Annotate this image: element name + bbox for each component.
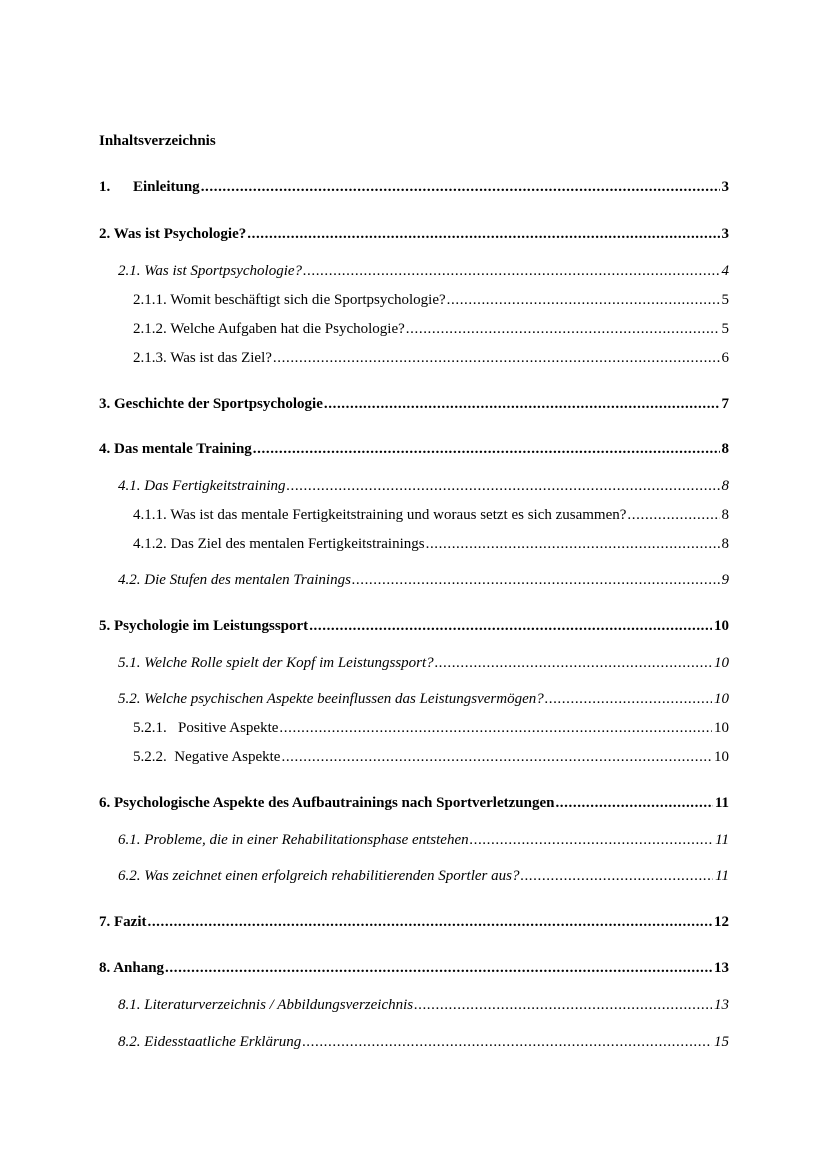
toc-entry-page: 13 — [714, 960, 729, 976]
toc-leader-dots — [435, 653, 712, 673]
toc-leader-dots — [545, 689, 712, 709]
toc-entry-page: 5 — [721, 292, 729, 308]
toc-entry-number: 4.1.2. — [133, 536, 167, 552]
toc-entry-number: 2.1.2. — [133, 321, 167, 337]
toc-entry-eidesstaatliche-erklaerung[interactable] — [118, 1032, 729, 1052]
toc-leader-dots — [309, 616, 712, 636]
toc-entry-number: 5.1. — [118, 655, 141, 671]
toc-entry-page: 11 — [715, 868, 729, 884]
toc-entry-title: Probleme, die in einer Rehabilitationsphase entstehen — [144, 832, 469, 848]
toc-entry-anhang[interactable] — [99, 958, 729, 978]
toc-entry-ziel-fertigkeitstraining[interactable] — [133, 534, 729, 554]
toc-entry-title: Welche psychischen Aspekte beeinflussen das Leistungsvermögen? — [144, 691, 544, 707]
toc-entry-fazit[interactable] — [99, 912, 729, 932]
toc-entry-number: 8. — [99, 960, 111, 976]
toc-entry-ziel[interactable] — [133, 348, 729, 368]
toc-entry-title: Fazit — [114, 914, 147, 930]
toc-leader-dots — [147, 912, 712, 932]
toc-entry-page: 10 — [714, 720, 729, 736]
toc-leader-dots — [352, 570, 720, 590]
toc-leader-dots — [247, 224, 719, 244]
toc-leader-dots — [303, 261, 719, 281]
toc-entry-number: 4.1. — [118, 478, 141, 494]
toc-entry-page: 6 — [721, 350, 729, 366]
toc-entry-page: 8 — [721, 507, 729, 523]
toc-leader-dots — [201, 177, 720, 197]
toc-entry-page: 8 — [721, 536, 729, 552]
toc-leader-dots — [627, 505, 719, 525]
toc-entry-stufen[interactable] — [118, 570, 729, 590]
toc-entry-psychische-aspekte[interactable] — [118, 689, 729, 709]
toc-leader-dots — [414, 995, 712, 1015]
toc-entry-number: 2. — [99, 226, 111, 242]
toc-entry-number: 1. — [99, 179, 111, 195]
toc-entry-number: 5.2. — [118, 691, 141, 707]
toc-entry-title: Womit beschäftigt sich die Sportpsychologie? — [170, 292, 446, 308]
toc-entry-page: 15 — [714, 1034, 729, 1050]
toc-entry-number: 2.1.1. — [133, 292, 167, 308]
toc-entry-page: 11 — [714, 795, 729, 811]
toc-entry-title: Literaturverzeichnis / Abbildungsverzeichnis — [144, 997, 414, 1013]
toc-entry-title: Einleitung — [133, 179, 200, 195]
toc-entry-literaturverzeichnis[interactable] — [118, 995, 729, 1015]
toc-entry-page: 3 — [721, 226, 729, 242]
toc-entry-womit-beschaeftigt[interactable] — [133, 290, 729, 310]
toc-entry-number: 2.1.3. — [133, 350, 167, 366]
toc-entry-number: 5.2.1. — [133, 720, 167, 736]
toc-entry-einleitung[interactable] — [99, 177, 729, 197]
toc-entry-number: 8.1. — [118, 997, 141, 1013]
toc-entry-number: 4.1.1. — [133, 507, 167, 523]
toc-entry-title: Das Ziel des mentalen Fertigkeitstrainings — [170, 536, 425, 552]
toc-entry-title: Psychologische Aspekte des Aufbautrainings nach Sportverletzungen — [114, 795, 555, 811]
toc-entry-page: 12 — [714, 914, 729, 930]
toc-leader-dots — [302, 1032, 712, 1052]
toc-entry-title: Was ist Sportpsychologie? — [144, 263, 303, 279]
toc-entry-title: Das Fertigkeitstraining — [144, 478, 286, 494]
toc-leader-dots — [165, 958, 712, 978]
toc-entry-number: 5.2.2. — [133, 749, 167, 765]
toc-entry-title: Eidesstaatliche Erklärung — [144, 1034, 302, 1050]
toc-entry-fertigkeitstraining[interactable] — [118, 476, 729, 496]
toc-entry-positive-aspekte[interactable] — [133, 718, 729, 738]
toc-entry-title: Die Stufen des mentalen Trainings — [144, 572, 351, 588]
toc-entry-number: 5. — [99, 618, 111, 634]
toc-entry-page: 9 — [721, 572, 729, 588]
toc-entry-page: 3 — [721, 179, 729, 195]
toc-entry-title: Positive Aspekte — [178, 720, 279, 736]
toc-entry-sportpsychologie[interactable] — [118, 261, 729, 281]
toc-leader-dots — [273, 348, 720, 368]
toc-entry-erfolgreicher-sportler[interactable] — [118, 866, 729, 886]
toc-entry-number: 7. — [99, 914, 111, 930]
toc-entry-title: Negative Aspekte — [174, 749, 281, 765]
toc-entry-page: 10 — [714, 691, 729, 707]
toc-entry-page: 11 — [715, 832, 729, 848]
toc-entry-page: 8 — [721, 441, 729, 457]
page-title: Inhaltsverzeichnis — [99, 133, 216, 149]
toc-entry-leistungssport[interactable] — [99, 616, 729, 636]
toc-entry-page: 10 — [714, 655, 729, 671]
toc-entry-was-ist-fertigkeitstraining[interactable] — [133, 505, 729, 525]
toc-leader-dots — [470, 830, 713, 850]
toc-entry-negative-aspekte[interactable] — [133, 747, 729, 767]
toc-leader-dots — [426, 534, 720, 554]
toc-leader-dots — [253, 439, 720, 459]
toc-entry-was-ist-psychologie[interactable] — [99, 224, 729, 244]
toc-leader-dots — [520, 866, 713, 886]
toc-leader-dots — [279, 718, 712, 738]
toc-leader-dots — [287, 476, 720, 496]
toc-entry-rolle-kopf[interactable] — [118, 653, 729, 673]
toc-entry-page: 13 — [714, 997, 729, 1013]
toc-entry-number: 4.2. — [118, 572, 141, 588]
toc-entry-title: Das mentale Training — [114, 441, 252, 457]
toc-entry-title: Was ist das mentale Fertigkeitstraining und woraus setzt es sich zusammen? — [170, 507, 627, 523]
toc-entry-number: 8.2. — [118, 1034, 141, 1050]
toc-entry-number: 6.2. — [118, 868, 141, 884]
toc-entry-page: 10 — [714, 749, 729, 765]
toc-entry-title: Was ist Psychologie? — [113, 226, 247, 242]
toc-entry-title: Welche Aufgaben hat die Psychologie? — [170, 321, 405, 337]
toc-entry-number: 6.1. — [118, 832, 141, 848]
toc-leader-dots — [447, 290, 720, 310]
toc-entry-title: Geschichte der Sportpsychologie — [114, 396, 323, 412]
toc-entry-mentales-training[interactable] — [99, 439, 729, 459]
toc-entry-page: 8 — [721, 478, 729, 494]
toc-entry-page: 4 — [721, 263, 729, 279]
toc-entry-aufgaben[interactable] — [133, 319, 729, 339]
toc-entry-number: 6. — [99, 795, 111, 811]
toc-entry-page: 5 — [721, 321, 729, 337]
toc-leader-dots — [281, 747, 712, 767]
toc-leader-dots — [406, 319, 720, 339]
toc-entry-page: 10 — [714, 618, 729, 634]
toc-leader-dots — [555, 793, 712, 813]
toc-entry-page: 7 — [721, 396, 729, 412]
toc-entry-number: 2.1. — [118, 263, 141, 279]
toc-entry-title: Psychologie im Leistungssport — [114, 618, 309, 634]
toc-entry-geschichte[interactable] — [99, 394, 729, 414]
toc-entry-title: Was ist das Ziel? — [170, 350, 272, 366]
toc-leader-dots — [324, 394, 720, 414]
toc-entry-number: 3. — [99, 396, 111, 412]
toc-entry-number: 4. — [99, 441, 111, 457]
toc-entry-title: Was zeichnet einen erfolgreich rehabilitierenden Sportler aus? — [144, 868, 520, 884]
toc-entry-rehabilitationsphase[interactable] — [118, 830, 729, 850]
toc-entry-aufbautraining[interactable] — [99, 793, 729, 813]
toc-entry-title: Anhang — [113, 960, 165, 976]
toc-entry-title: Welche Rolle spielt der Kopf im Leistungssport? — [144, 655, 434, 671]
